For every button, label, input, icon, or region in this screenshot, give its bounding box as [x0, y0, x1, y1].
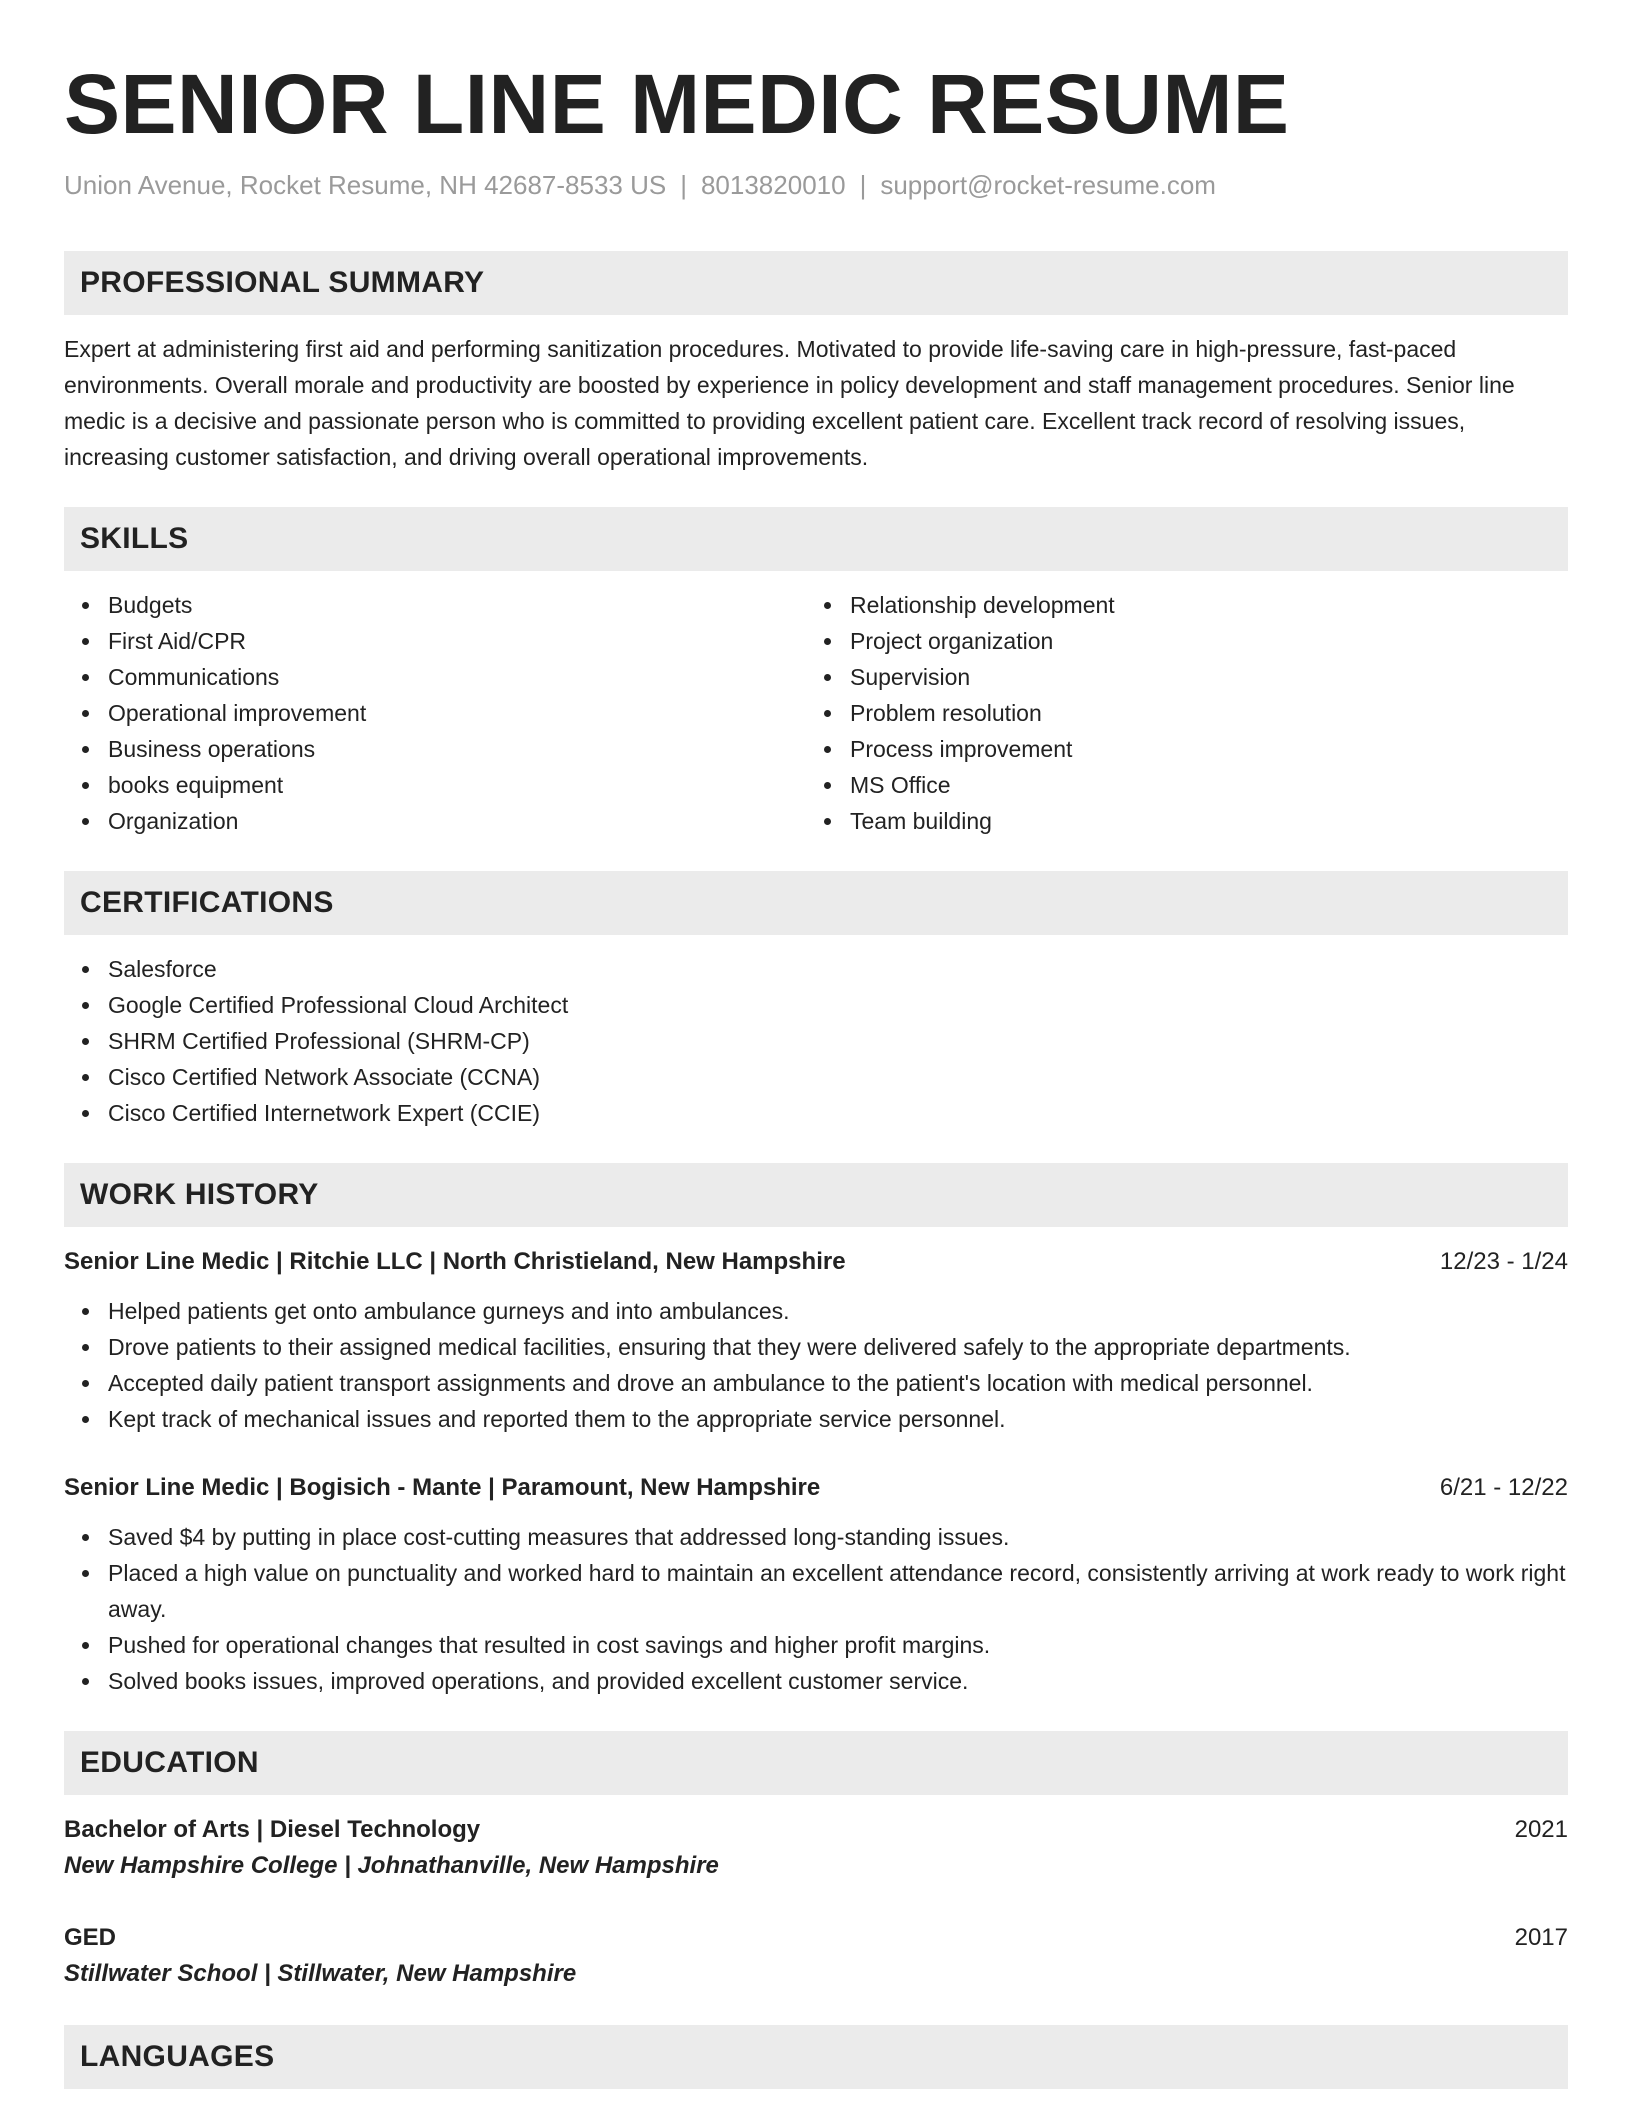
job-entry	[64, 1471, 1568, 1699]
skill-item: Supervision	[850, 659, 1115, 695]
education-degree: GED	[64, 1924, 117, 1952]
skill-item: Organization	[108, 803, 806, 839]
summary-text: Expert at administering first aid and performing sanitization procedures. Motivated to provide life-saving care in high-pressure, fast-paced environments. Overall morale and productivity are boosted by experience in policy development and staff management procedures. Senior line medic is a decisive and passionate person who is committed to providing excellent patient care. Excellent track record of resolving issues, increasing customer satisfaction, and driving overall operational improvements.	[64, 336, 1515, 471]
job-header	[64, 1245, 1568, 1279]
job-title: Senior Line Medic | Ritchie LLC | North Christieland, New Hampshire	[64, 1248, 846, 1276]
certifications-list	[64, 951, 1568, 1131]
education-school: New Hampshire College | Johnathanville, New Hampshire	[64, 1852, 719, 1880]
education-header	[64, 1921, 1568, 1955]
skill-item: Relationship development	[850, 587, 1115, 623]
job-header	[64, 1471, 1568, 1505]
skill-item: Project organization	[850, 623, 1115, 659]
skills-list-left	[64, 587, 806, 839]
job-title: Senior Line Medic | Bogisich - Mante | Paramount, New Hampshire	[64, 1474, 821, 1502]
skill-item: books equipment	[108, 767, 806, 803]
certification-item: Google Certified Professional Cloud Architect	[108, 987, 1568, 1023]
skill-item: Problem resolution	[850, 695, 1115, 731]
job-duty-item: Pushed for operational changes that resulted in cost savings and higher profit margins.	[108, 1627, 1568, 1663]
certification-item: Salesforce	[108, 951, 1568, 987]
contact-separator: |	[859, 170, 867, 200]
job-duty-item: Drove patients to their assigned medical facilities, ensuring that they were delivered safely to the appropriate departments.	[108, 1329, 1568, 1365]
section-header-languages: LANGUAGES	[64, 2025, 1568, 2089]
education-header	[64, 1813, 1568, 1847]
job-duty-item: Placed a high value on punctuality and worked hard to maintain an excellent attendance record, consistently arriving at work ready to work right away.	[108, 1555, 1568, 1627]
job-duty-item: Saved $4 by putting in place cost-cutting measures that addressed long-standing issues.	[108, 1519, 1568, 1555]
section-header-summary: PROFESSIONAL SUMMARY	[64, 251, 1568, 315]
contact-line	[64, 170, 1568, 201]
job-duty-item: Accepted daily patient transport assignments and drove an ambulance to the patient's location with medical personnel.	[108, 1365, 1568, 1401]
contact-separator: |	[680, 170, 687, 200]
section-header-education: EDUCATION	[64, 1731, 1568, 1795]
education-degree: Bachelor of Arts | Diesel Technology	[64, 1816, 481, 1844]
skill-item: MS Office	[850, 767, 1115, 803]
job-dates: 6/21 - 12/22	[1439, 1474, 1568, 1502]
section-header-skills: SKILLS	[64, 507, 1568, 571]
skill-item: Team building	[850, 803, 1115, 839]
job-duty-item: Helped patients get onto ambulance gurneys and into ambulances.	[108, 1293, 1568, 1329]
job-duty-item: Kept track of mechanical issues and reported them to the appropriate service personnel.	[108, 1401, 1568, 1437]
skill-item: Operational improvement	[108, 695, 806, 731]
job-duties	[64, 1519, 1568, 1699]
skill-item: Budgets	[108, 587, 806, 623]
section-header-certifications: CERTIFICATIONS	[64, 871, 1568, 935]
contact-email: support@rocket-resume.com	[880, 170, 1216, 200]
skills-list-right	[806, 587, 1115, 839]
skill-item: Communications	[108, 659, 806, 695]
job-duty-item: Solved books issues, improved operations, and provided excellent customer service.	[108, 1663, 1568, 1699]
education-year: 2021	[1514, 1816, 1568, 1844]
job-dates: 12/23 - 1/24	[1439, 1248, 1568, 1276]
contact-phone: 8013820010	[700, 170, 846, 200]
job-entry	[64, 1245, 1568, 1437]
skill-item: Business operations	[108, 731, 806, 767]
certification-item: Cisco Certified Internetwork Expert (CCIE)	[108, 1095, 1568, 1131]
certification-item: SHRM Certified Professional (SHRM-CP)	[108, 1023, 1568, 1059]
education-entry	[64, 1813, 1568, 1885]
resume-title: SENIOR LINE MEDIC RESUME	[64, 57, 1290, 151]
education-year: 2017	[1514, 1924, 1568, 1952]
certification-item: Cisco Certified Network Associate (CCNA)	[108, 1059, 1568, 1095]
education-entry	[64, 1921, 1568, 1993]
skill-item: Process improvement	[850, 731, 1115, 767]
education-school: Stillwater School | Stillwater, New Hampshire	[64, 1960, 577, 1988]
skills-columns	[64, 571, 1568, 839]
skill-item: First Aid/CPR	[108, 623, 806, 659]
contact-address: Union Avenue, Rocket Resume, NH 42687-8533 US	[64, 170, 667, 200]
job-duties	[64, 1293, 1568, 1437]
section-header-work-history: WORK HISTORY	[64, 1163, 1568, 1227]
